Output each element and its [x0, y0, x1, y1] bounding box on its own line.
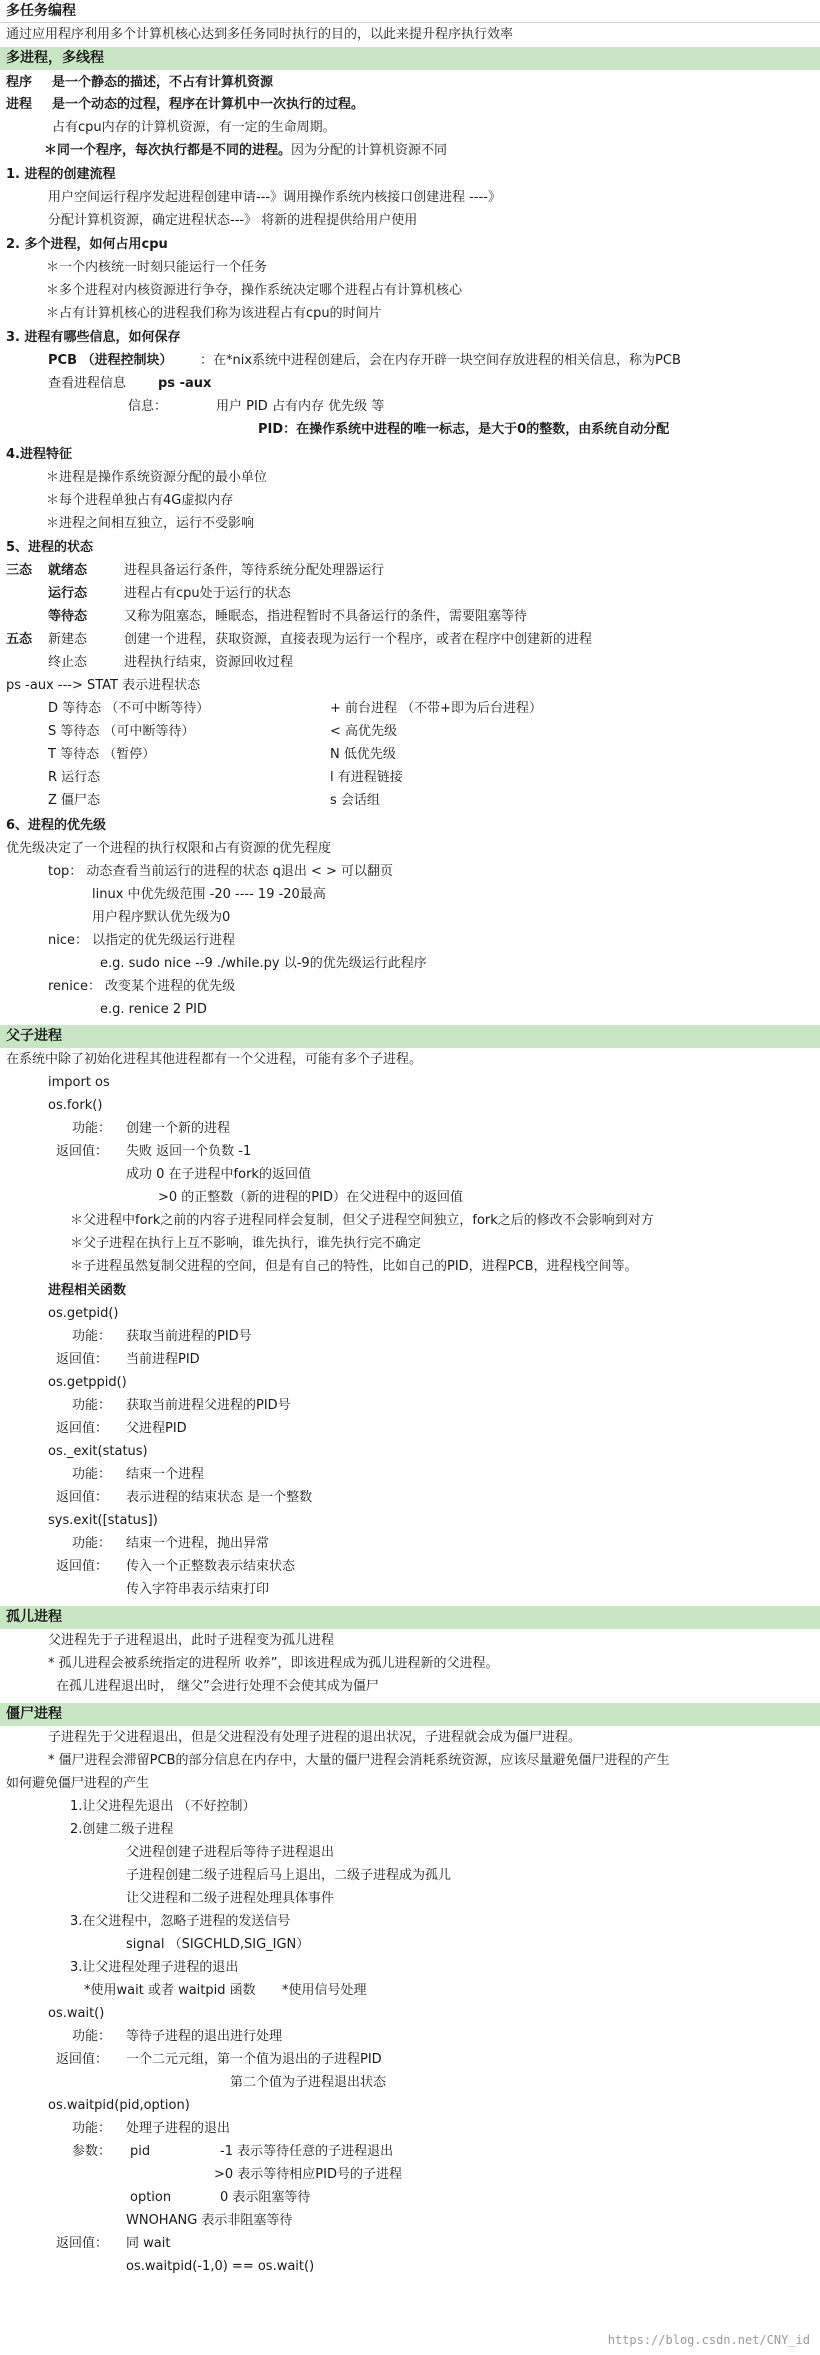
state-desc: 进程占有cpu处于运行的状态: [124, 586, 291, 601]
avoid-method-detail: *使用wait 或者 waitpid 函数: [84, 1983, 256, 1998]
avoid-method: 3.让父进程处理子进程的退出: [70, 1960, 239, 1975]
orphan-line: 在孤儿进程退出时， 继父”会进行处理不会使其成为僵尸: [56, 1679, 379, 1694]
avoid-method: 1.让父进程先退出 （不好控制）: [70, 1799, 256, 1814]
process-desc: 是一个动态的过程，程序在计算机中一次执行的过程。: [52, 97, 365, 112]
fork-return-fail: 失败 返回一个负数 -1: [126, 1144, 252, 1159]
code-wait: os.wait(): [48, 2006, 105, 2021]
return-label: 返回值：: [56, 2052, 109, 2067]
avoid-method-detail: 子进程创建二级子进程后马上退出，二级子进程成为孤儿: [126, 1868, 452, 1883]
view-cmd: ps -aux: [158, 376, 212, 391]
getppid-func: 获取当前进程父进程的PID号: [126, 1398, 291, 1413]
func-label: 功能：: [72, 1536, 112, 1551]
fork-note: ＊父子进程在执行上互不影响，谁先执行，谁先执行完不确定: [70, 1236, 422, 1251]
zombie-avoid-heading: 如何避免僵尸进程的产生: [6, 1776, 150, 1791]
zombie-line: * 僵尸进程会滞留PCB的部分信息在内存中，大量的僵尸进程会消耗系统资源，应该尽量避免僵尸进程的产生: [48, 1753, 670, 1768]
avoid-method-detail: 父进程创建子进程后等待子进程退出: [126, 1845, 335, 1860]
stat-left: Z 僵尸态: [48, 793, 101, 808]
default-priority: 用户程序默认优先级为0: [92, 910, 231, 925]
state-name: 终止态: [48, 655, 88, 670]
heading-process-features: 4.进程特征: [6, 447, 72, 462]
pid-line: PID：在操作系统中进程的唯一标志，是大于0的整数，由系统自动分配: [258, 422, 670, 437]
renice-example: e.g. renice 2 PID: [100, 1002, 207, 1017]
code-getppid: os.getppid(): [48, 1375, 127, 1390]
wait-return: 一个二元元组，第一个值为退出的子进程PID: [126, 2052, 382, 2067]
heading-process-info: 3. 进程有哪些信息，如何保存: [6, 330, 181, 345]
process-note: [44, 142, 447, 161]
return-label: 返回值：: [56, 1144, 109, 1159]
code-sys-exit: sys.exit([status]): [48, 1513, 158, 1528]
feature-item: ＊进程之间相互独立，运行不受影响: [46, 516, 255, 531]
getppid-return: 父进程PID: [126, 1421, 187, 1436]
return-label: 返回值：: [56, 1352, 109, 1367]
process-detail: 占有cpu内存的计算机资源，有一定的生命周期。: [52, 120, 336, 135]
fork-note: ＊父进程中fork之前的内容子进程同样会复制，但父子进程空间独立，fork之后的修改不会影响到对方: [70, 1213, 654, 1228]
heading-process-states: 5、进程的状态: [6, 540, 94, 555]
state-name: 等待态: [48, 609, 88, 624]
three-state-label: 三态: [6, 563, 33, 578]
process-note-rest: 因为分配的计算机资源不同: [291, 143, 448, 158]
section-banner-parent-child: 父子进程: [0, 1025, 820, 1048]
state-name: 就绪态: [48, 563, 88, 578]
program-desc: 是一个静态的描述，不占有计算机资源: [52, 75, 274, 90]
func-label: 功能：: [72, 2029, 112, 2044]
intro-text: 通过应用程序利用多个计算机核心达到多任务同时执行的目的，以此来提升程序执行效率: [6, 27, 514, 42]
stat-left: T 等待态 （暂停）: [48, 747, 156, 762]
feature-item: ＊每个进程单独占有4G虚拟内存: [46, 493, 234, 508]
wait-return: 第二个值为子进程退出状态: [230, 2075, 387, 2090]
feature-item: ＊进程是操作系统资源分配的最小单位: [46, 470, 268, 485]
state-desc: 创建一个进程，获取资源，直接表现为运行一个程序，或者在程序中创建新的进程: [124, 632, 593, 647]
state-desc: 又称为阻塞态，睡眠态，指进程暂时不具备运行的条件，需要阻塞等待: [124, 609, 528, 624]
state-desc: 进程执行结束，资源回收过程: [124, 655, 294, 670]
stat-right: + 前台进程 （不带+即为后台进程）: [330, 701, 543, 716]
sysexit-return: 传入字符串表示结束打印: [126, 1582, 270, 1597]
param-pid-desc: -1 表示等待任意的子进程退出: [220, 2144, 394, 2159]
code-getpid: os.getpid(): [48, 1306, 119, 1321]
watermark-url: https://blog.csdn.net/CNY_id: [607, 2333, 810, 2347]
avoid-method-detail: signal （SIGCHLD,SIG_IGN）: [126, 1937, 310, 1952]
code-os-exit: os._exit(status): [48, 1444, 148, 1459]
stat-intro: ps -aux ---> STAT 表示进程状态: [6, 678, 201, 693]
state-desc: 进程具备运行条件，等待系统分配处理器运行: [124, 563, 385, 578]
pcb-label: PCB （进程控制块）: [48, 353, 173, 368]
code-waitpid: os.waitpid(pid,option): [48, 2098, 190, 2113]
cpu-item: ＊多个进程对内核资源进行争夺，操作系统决定哪个进程占有计算机核心: [46, 283, 463, 298]
renice-line: renice： 改变某个进程的优先级: [48, 979, 236, 994]
return-label: 返回值：: [56, 2236, 109, 2251]
stat-left: R 运行态: [48, 770, 101, 785]
nice-example: e.g. sudo nice --9 ./while.py 以-9的优先级运行此程序: [100, 956, 427, 971]
nice-line: nice： 以指定的优先级运行进程: [48, 933, 236, 948]
stat-right: N 低优先级: [330, 747, 396, 762]
func-label: 功能：: [72, 1121, 112, 1136]
info-label: 信息：: [128, 399, 168, 414]
parent-intro: 在系统中除了初始化进程其他进程都有一个父进程，可能有多个子进程。: [6, 1052, 423, 1067]
param-pid: pid: [130, 2144, 151, 2159]
param-label: 参数：: [72, 2144, 112, 2159]
fork-func-desc: 创建一个新的进程: [126, 1121, 231, 1136]
waitpid-equivalence: os.waitpid(-1,0) == os.wait(): [126, 2259, 315, 2274]
heading-cpu: 2. 多个进程，如何占用cpu: [6, 237, 168, 252]
return-label: 返回值：: [56, 1490, 109, 1505]
return-label: 返回值：: [56, 1421, 109, 1436]
code-fork: os.fork(): [48, 1098, 103, 1113]
avoid-method: 2.创建二级子进程: [70, 1822, 174, 1837]
sysexit-func: 结束一个进程，抛出异常: [126, 1536, 270, 1551]
param-option-desc: 0 表示阻塞等待: [220, 2190, 311, 2205]
fork-return-success: 成功 0 在子进程中fork的返回值: [126, 1167, 311, 1182]
priority-line: 优先级决定了一个进程的执行权限和占有资源的优先程度: [6, 841, 332, 856]
heading-related-functions: 进程相关函数: [48, 1283, 127, 1298]
section-banner-multi: 多进程，多线程: [0, 47, 820, 70]
zombie-line: 子进程先于父进程退出，但是父进程没有处理子进程的退出状况，子进程就会成为僵尸进程。: [48, 1730, 582, 1745]
cpu-item: ＊一个内核统一时刻只能运行一个任务: [46, 260, 268, 275]
linux-range: linux 中优先级范围 -20 ---- 19 -20最高: [92, 887, 326, 902]
state-name: 新建态: [48, 632, 88, 647]
waitpid-func: 处理子进程的退出: [126, 2121, 231, 2136]
five-state-label: 五态: [6, 632, 33, 647]
doc-title: 多任务编程: [0, 0, 820, 23]
state-name: 运行态: [48, 586, 88, 601]
term-process: 进程: [6, 97, 33, 112]
orphan-line: * 孤儿进程会被系统指定的进程所 收养”，即该进程成为孤儿进程新的父进程。: [48, 1656, 499, 1671]
create-flow-line1: 用户空间运行程序发起进程创建申请---》调用操作系统内核接口创建进程 ----》: [48, 190, 501, 205]
return-label: 返回值：: [56, 1559, 109, 1574]
stat-left: D 等待态 （不可中断等待）: [48, 701, 210, 716]
param-option-desc: WNOHANG 表示非阻塞等待: [126, 2213, 293, 2228]
code-import-os: import os: [48, 1075, 110, 1090]
orphan-line: 父进程先于子进程退出，此时子进程变为孤儿进程: [48, 1633, 335, 1648]
stat-right: s 会话组: [330, 793, 380, 808]
stat-right: l 有进程链接: [330, 770, 403, 785]
process-note-bold: ＊同一个程序，每次执行都是不同的进程。: [44, 143, 292, 158]
avoid-method-detail: 让父进程和二级子进程处理具体事件: [126, 1891, 335, 1906]
avoid-method: 3.在父进程中，忽略子进程的发送信号: [70, 1914, 291, 1929]
heading-create-flow: 1. 进程的创建流程: [6, 167, 116, 182]
waitpid-return: 同 wait: [126, 2236, 171, 2251]
func-label: 功能：: [72, 2121, 112, 2136]
stat-left: S 等待态 （可中断等待）: [48, 724, 195, 739]
cpu-item: ＊占有计算机核心的进程我们称为该进程占有cpu的时间片: [46, 306, 382, 321]
avoid-method-detail: *使用信号处理: [282, 1983, 367, 1998]
exit-func: 结束一个进程: [126, 1467, 205, 1482]
create-flow-line2: 分配计算机资源，确定进程状态---》 将新的进程提供给用户使用: [48, 213, 418, 228]
func-label: 功能：: [72, 1467, 112, 1482]
stat-right: < 高优先级: [330, 724, 398, 739]
fork-return-parent: >0 的正整数（新的进程的PID）在父进程中的返回值: [158, 1190, 463, 1205]
section-banner-orphan: 孤儿进程: [0, 1606, 820, 1629]
wait-func: 等待子进程的退出进行处理: [126, 2029, 283, 2044]
getpid-return: 当前进程PID: [126, 1352, 200, 1367]
exit-return: 表示进程的结束状态 是一个整数: [126, 1490, 313, 1505]
heading-priority: 6、进程的优先级: [6, 818, 107, 833]
top-line: top： 动态查看当前运行的进程的状态 q退出 < > 可以翻页: [48, 864, 394, 879]
param-pid-desc: >0 表示等待相应PID号的子进程: [214, 2167, 402, 2182]
term-program: 程序: [6, 75, 33, 90]
func-label: 功能：: [72, 1398, 112, 1413]
getpid-func: 获取当前进程的PID号: [126, 1329, 252, 1344]
info-value: 用户 PID 占有内存 优先级 等: [216, 399, 385, 414]
func-label: 功能：: [72, 1329, 112, 1344]
section-banner-zombie: 僵尸进程: [0, 1703, 820, 1726]
pcb-desc: ：在*nix系统中进程创建后，会在内存开辟一块空间存放进程的相关信息，称为PCB: [200, 353, 681, 368]
fork-note: ＊子进程虽然复制父进程的空间，但是有自己的特性，比如自己的PID，进程PCB，进程栈空间等。: [70, 1259, 638, 1274]
param-option: option: [130, 2190, 172, 2205]
sysexit-return: 传入一个正整数表示结束状态: [126, 1559, 296, 1574]
view-label: 查看进程信息: [48, 376, 127, 391]
